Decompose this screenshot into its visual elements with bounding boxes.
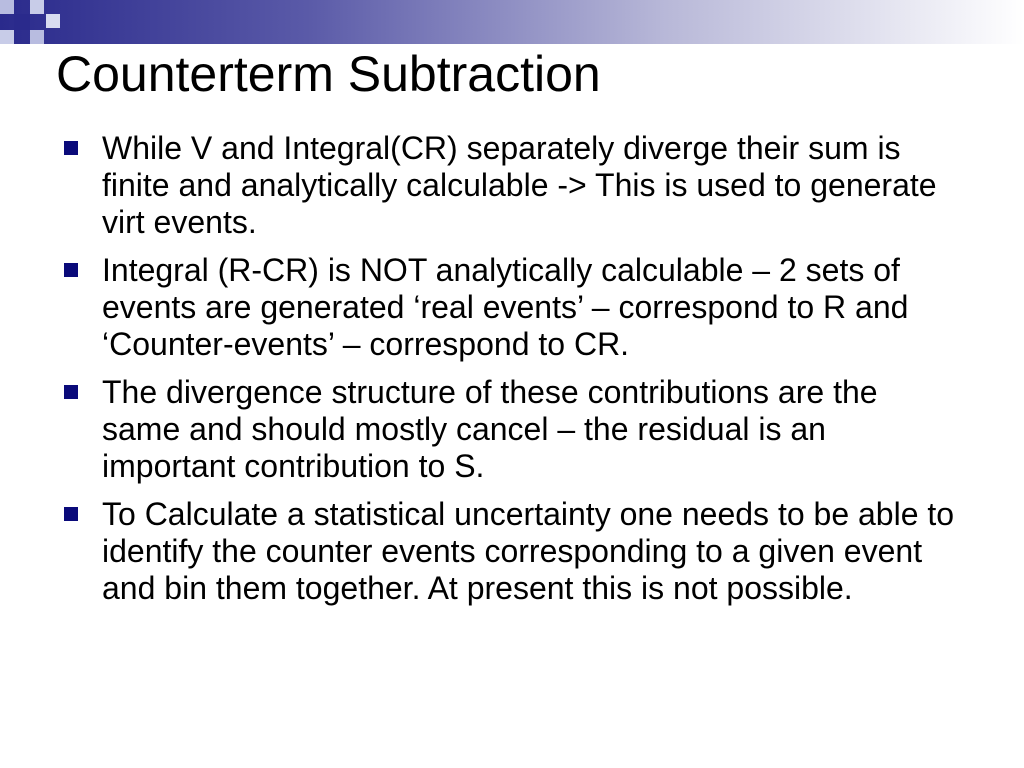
bullet-text: Integral (R-CR) is NOT analytically calculable – 2 sets of events are generated ‘real events’ – correspond to R and ‘Counter-events’ – correspond to CR.: [102, 252, 909, 362]
square-dark: [14, 14, 30, 30]
header-gradient-bar: [0, 0, 1024, 44]
slide-title: Counterterm Subtraction: [56, 46, 601, 102]
square-bullet-icon: [64, 141, 78, 155]
bullet-item: [64, 130, 964, 241]
square-light: [30, 0, 44, 14]
square-bullet-icon: [64, 385, 78, 399]
bullet-item: [64, 252, 964, 363]
square-bullet-icon: [64, 507, 78, 521]
bullet-text: The divergence structure of these contributions are the same and should mostly cancel – the residual is an important contribution to S.: [102, 374, 878, 484]
square-light: [46, 14, 60, 28]
square-light: [0, 0, 14, 14]
square-light: [30, 30, 44, 44]
square-bullet-icon: [64, 263, 78, 277]
square-light: [0, 30, 14, 44]
bullet-list: [64, 130, 964, 618]
bullet-text: While V and Integral(CR) separately diverge their sum is finite and analytically calculable -> This is used to generate virt events.: [102, 130, 937, 240]
bullet-text: To Calculate a statistical uncertainty one needs to be able to identify the counter events corresponding to a given event and bin them together. At present this is not possible.: [102, 496, 955, 606]
bullet-item: [64, 374, 964, 485]
bullet-item: [64, 496, 964, 607]
